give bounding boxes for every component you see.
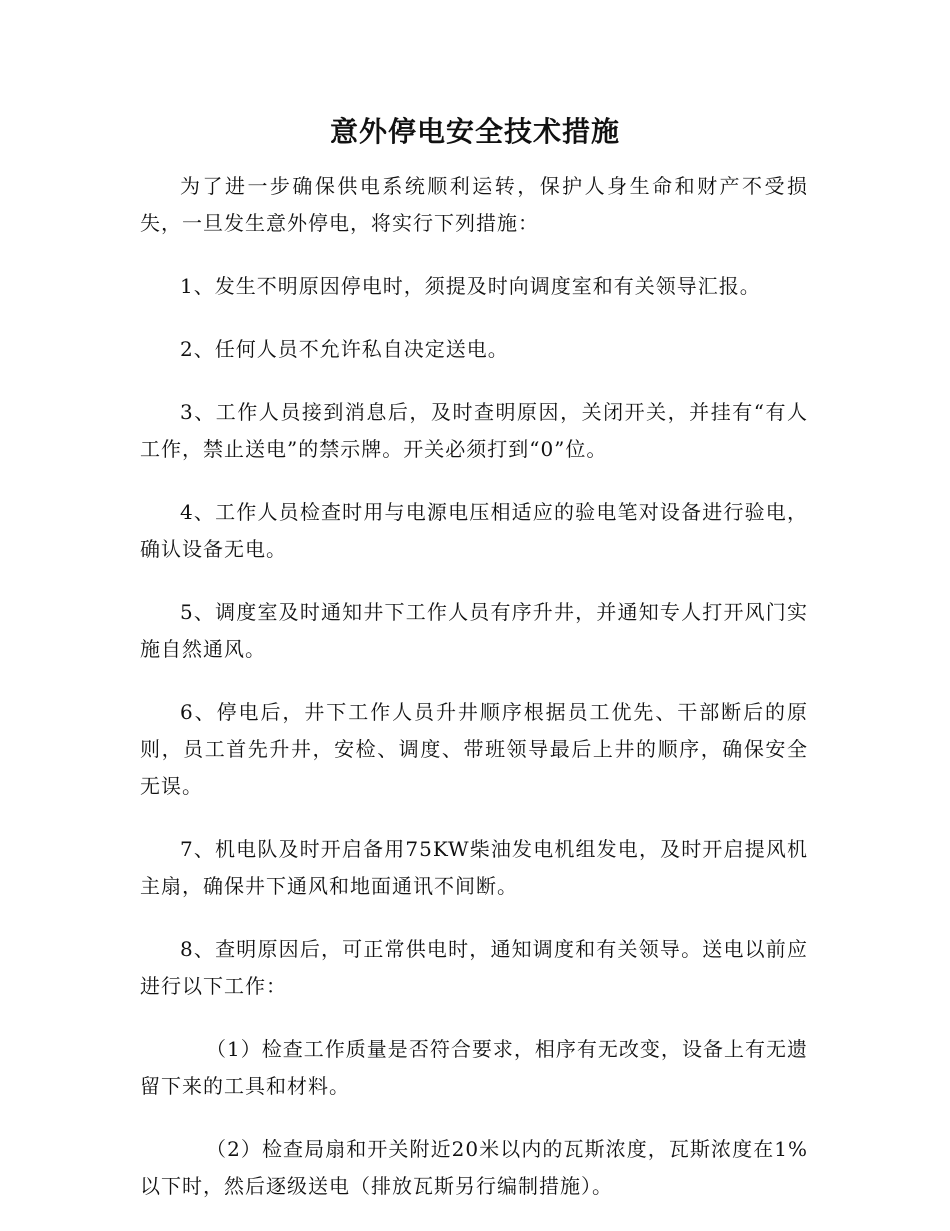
measure-2-paragraph: 2、任何人员不允许私自决定送电。 [180, 337, 509, 361]
sub-item-1-paragraph: （1）检查工作质量是否符合要求，相序有无改变，设备上有无遗留下来的工具和材料。 [140, 1037, 808, 1098]
measure-5-paragraph: 5、调度室及时通知井下工作人员有序升井，并通知专人打开风门实施自然通风。 [140, 600, 808, 661]
measure-3-paragraph: 3、工作人员接到消息后，及时查明原因，关闭开关，并挂有“有人工作，禁止送电”的禁示牌。开关必须打到“0”位。 [140, 400, 808, 461]
measure-1-paragraph: 1、发生不明原因停电时，须提及时向调度室和有关领导汇报。 [180, 274, 761, 298]
measure-4-paragraph: 4、工作人员检查时用与电源电压相适应的验电笔对设备进行验电，确认设备无电。 [140, 500, 808, 561]
measure-8-paragraph: 8、查明原因后，可正常供电时，通知调度和有关领导。送电以前应进行以下工作： [140, 937, 808, 998]
measure-7-paragraph: 7、机电队及时开启备用75KW柴油发电机组发电，及时开启提风机主扇，确保井下通风和地面通讯不间断。 [140, 837, 808, 898]
document-body [140, 168, 808, 1231]
measure-6-paragraph: 6、停电后，井下工作人员升井顺序根据员工优先、干部断后的原则，员工首先升井，安检、调度、带班领导最后上井的顺序，确保安全无误。 [140, 700, 808, 798]
document-title: 意外停电安全技术措施 [329, 115, 620, 148]
intro-paragraph: 为了进一步确保供电系统顺利运转，保护人身生命和财产不受损失，一旦发生意外停电，将实行下列措施： [140, 174, 808, 235]
sub-item-2-paragraph: （2）检查局扇和开关附近20米以内的瓦斯浓度，瓦斯浓度在1%以下时，然后逐级送电（排放瓦斯另行编制措施）。 [140, 1137, 808, 1198]
